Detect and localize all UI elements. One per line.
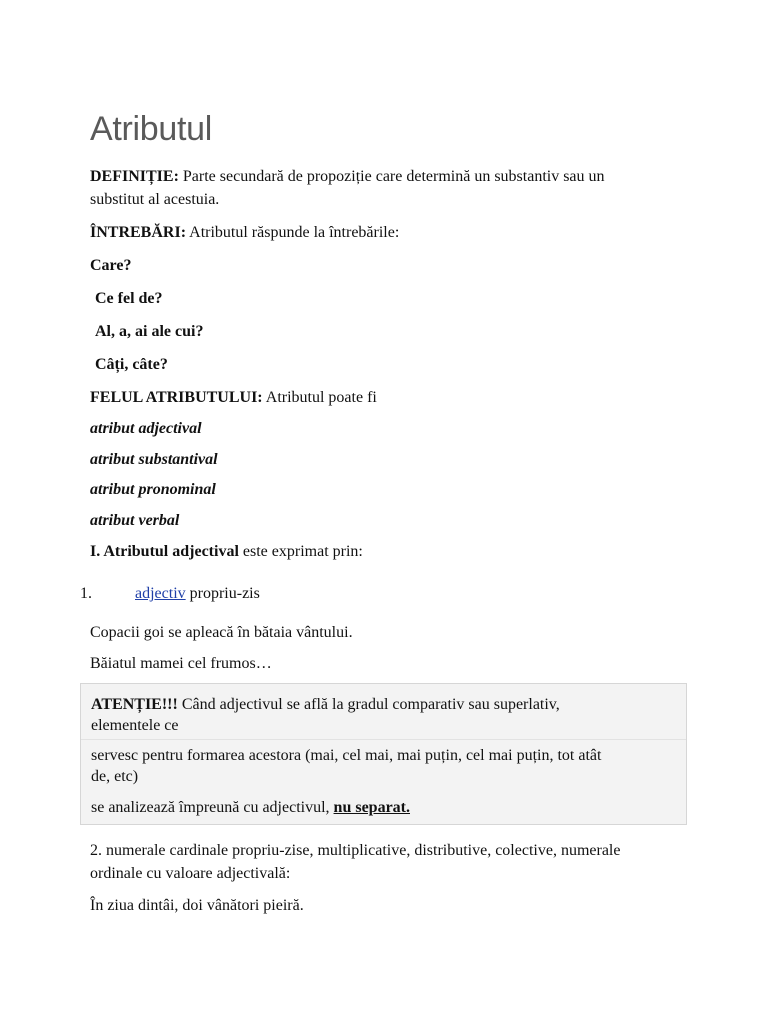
note-line-1-rest: Când adjectivul se află la gradul comparativ sau superlativ, [181,696,560,713]
definition-label: DEFINIȚIE: [90,168,179,185]
question-item: Câți, câte? [95,356,168,373]
types-label: FELUL ATRIBUTULUI: [90,389,263,406]
questions-text: Atributul răspunde la întrebările: [189,224,400,241]
list-item-2-line-2: ordinale cu valoare adjectivală: [90,865,291,882]
definition-line-1 [90,166,678,187]
type-item: atribut adjectival [90,420,202,437]
type-item: atribut verbal [90,512,180,529]
type-item: atribut substantival [90,451,218,468]
list-item-2-line-1: 2. numerale cardinale propriu-zise, multiplicative, distributive, colective, numerale [90,842,621,859]
note-line-5-start: se analizează împreună cu adjectivul, [91,799,330,816]
example-line: Băiatul mamei cel frumos… [90,655,272,672]
question-item: Al, a, ai ale cui? [95,323,204,340]
types-text: Atributul poate fi [265,389,377,406]
note-line-5 [91,797,677,818]
questions-label: ÎNTREBĂRI: [90,224,187,241]
section-heading-rest: este exprimat prin: [242,543,363,560]
question-item: Care? [90,257,132,274]
note-emphasis: nu separat. [333,799,410,816]
list-item-1-rest: propriu-zis [189,585,260,602]
list-item-1-content [135,583,675,604]
note-line-4: de, etc) [91,768,139,785]
questions-line [90,222,678,243]
example-line: În ziua dintâi, doi vânători pieiră. [90,897,304,914]
note-line-3: servesc pentru formarea acestora (mai, cel mai, mai puțin, cel mai puțin, tot atât [91,747,602,764]
adjectiv-link[interactable]: adjectiv [135,585,186,602]
types-line [90,387,678,408]
attention-note-box [80,683,687,825]
list-number: 1. [80,585,92,602]
page-title: Atributul [90,110,213,148]
type-item: atribut pronominal [90,481,216,498]
section-heading-bold: I. Atributul adjectival [90,543,239,560]
note-line-1 [91,694,677,715]
note-label: ATENȚIE!!! [91,696,178,713]
question-item: Ce fel de? [95,290,163,307]
section-heading [90,541,678,562]
note-line-2: elementele ce [91,717,179,734]
definition-text-1: Parte secundară de propoziție care determină un substantiv sau un [182,168,605,185]
note-divider [81,739,686,740]
definition-line-2: substitut al acestuia. [90,191,220,208]
example-line: Copacii goi se apleacă în bătaia vântului. [90,624,353,641]
